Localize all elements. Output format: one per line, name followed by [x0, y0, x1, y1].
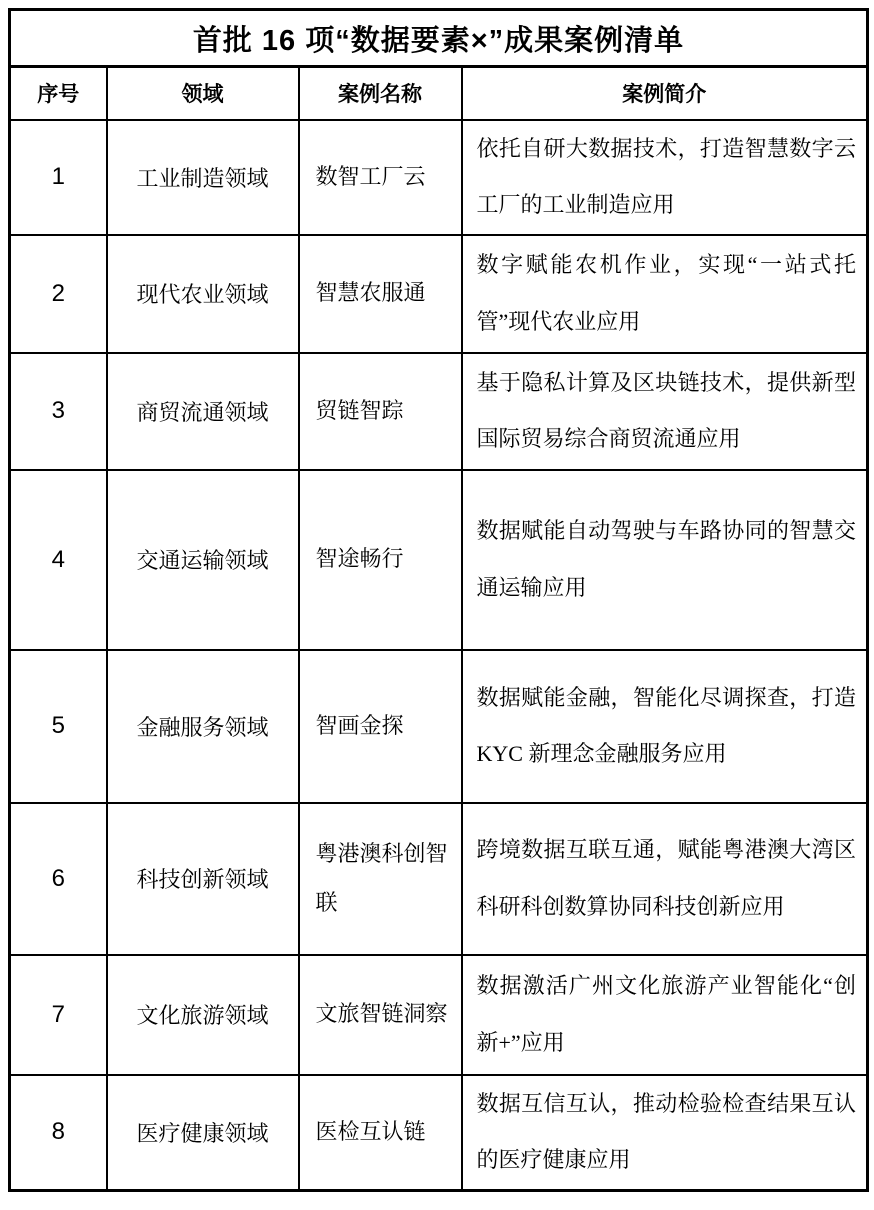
row-no: 4 — [10, 470, 107, 650]
table-row — [10, 470, 868, 650]
row-intro: 数据赋能自动驾驶与车路协同的智慧交通运输应用 — [462, 470, 868, 650]
row-intro: 依托自研大数据技术，打造智慧数字云工厂的工业制造应用 — [462, 120, 868, 235]
row-no: 5 — [10, 650, 107, 803]
row-intro: 数据赋能金融，智能化尽调探查，打造 KYC 新理念金融服务应用 — [462, 650, 868, 803]
row-name: 贸链智踪 — [299, 353, 462, 470]
row-field: 现代农业领域 — [107, 235, 299, 353]
row-no: 3 — [10, 353, 107, 470]
row-no: 8 — [10, 1075, 107, 1191]
table-row — [10, 803, 868, 955]
table-row — [10, 955, 868, 1075]
table-row — [10, 353, 868, 470]
row-no: 6 — [10, 803, 107, 955]
row-name: 智慧农服通 — [299, 235, 462, 353]
row-intro: 数据互信互认，推动检验检查结果互认的医疗健康应用 — [462, 1075, 868, 1191]
table-title: 首批 16 项“数据要素×”成果案例清单 — [10, 10, 868, 67]
row-name: 智途畅行 — [299, 470, 462, 650]
row-field: 商贸流通领域 — [107, 353, 299, 470]
row-name: 智画金探 — [299, 650, 462, 803]
header-name: 案例名称 — [299, 67, 462, 120]
row-no: 2 — [10, 235, 107, 353]
table-row — [10, 235, 868, 353]
row-intro: 跨境数据互联互通，赋能粤港澳大湾区科研科创数算协同科技创新应用 — [462, 803, 868, 955]
header-row — [10, 67, 868, 120]
row-field: 工业制造领域 — [107, 120, 299, 235]
row-name: 医检互认链 — [299, 1075, 462, 1191]
row-field: 交通运输领域 — [107, 470, 299, 650]
row-intro: 基于隐私计算及区块链技术，提供新型国际贸易综合商贸流通应用 — [462, 353, 868, 470]
title-row — [10, 10, 868, 67]
header-intro: 案例简介 — [462, 67, 868, 120]
row-intro: 数字赋能农机作业，实现“一站式托管”现代农业应用 — [462, 235, 868, 353]
row-field: 文化旅游领域 — [107, 955, 299, 1075]
table-row — [10, 120, 868, 235]
header-no: 序号 — [10, 67, 107, 120]
row-field: 科技创新领域 — [107, 803, 299, 955]
row-intro: 数据激活广州文化旅游产业智能化“创新+”应用 — [462, 955, 868, 1075]
row-field: 金融服务领域 — [107, 650, 299, 803]
row-name: 文旅智链洞察 — [299, 955, 462, 1075]
row-field: 医疗健康领域 — [107, 1075, 299, 1191]
row-name: 粤港澳科创智联 — [299, 803, 462, 955]
row-no: 7 — [10, 955, 107, 1075]
row-name: 数智工厂云 — [299, 120, 462, 235]
table-row — [10, 1075, 868, 1191]
case-table — [8, 8, 869, 1192]
table-row — [10, 650, 868, 803]
row-no: 1 — [10, 120, 107, 235]
header-field: 领域 — [107, 67, 299, 120]
